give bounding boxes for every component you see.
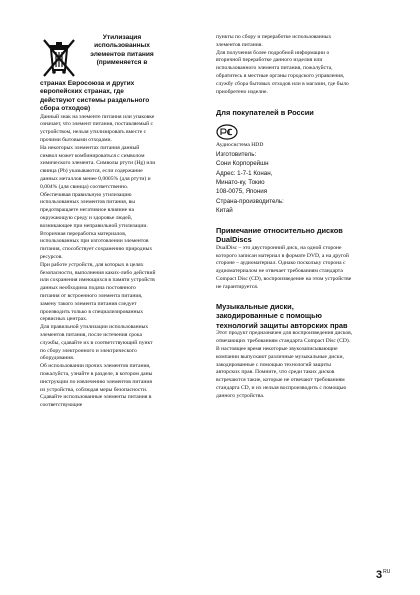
manufacturer-address-2: Минато-ку, Токио bbox=[216, 178, 265, 186]
pct-certification-icon bbox=[216, 124, 238, 140]
country-value: Китай bbox=[216, 207, 233, 215]
copy-protection-text: Этот продукт предназначен для воспроизведения дисков, отвечающих требованиям стандарта Compact Disc (CD). В настоящее время некоторые звукозаписывающие компании выпускают различные музыкальные диски, закодированные с помощью технологий защиты авторских прав. Помните, что среди таких дисков встречаются такие, которые не отвечают требованиям стандарта CD, и их нельзя воспроизводить с помощью данного устройства. bbox=[216, 330, 353, 399]
battery-disposal-title-cont: странах Евросоюза и других европейских странах, где действуют системы раздельного сбора отходов) bbox=[40, 80, 150, 113]
dualdisc-heading: Примечание относительно дисков DualDiscs bbox=[216, 225, 343, 245]
left-paragraph-1: Данный знак на элементе питания или упаковке означает, что элемент питания, поставляемый с устройством, нельзя утилизировать вместе с прочими бытовыми отходами. bbox=[40, 113, 155, 144]
left-column bbox=[40, 34, 156, 410]
copy-protection-heading: Музыкальные диски, закодированные с помощью технологий защиты авторских прав bbox=[216, 301, 348, 330]
info-text: Для получения более подробной информации о вторичной переработке данного изделия или использованного элемента питания, пожалуйста, обратитесь в местные органы городского управления, службу сбора бытовых отходов или в магазин, где было приобретено изделие. bbox=[216, 49, 349, 95]
country-label: Страна-производитель: bbox=[216, 197, 284, 205]
left-paragraph-6: Об использовании прочих элементов питания, пожалуйста, узнайте в разделе, в котором даны инструкции по извлечению элементов питания из устройства, соблюдая меры безопасности. Сдавайте использованные элементы питания в соответствующие bbox=[40, 363, 153, 409]
page-number bbox=[376, 569, 390, 581]
left-paragraph-4: При работе устройств, для которых в целях безопасности, выполнения каких-либо действий или сохранения имеющихся в памяти устройств данных необходима подача постоянного питания от встроенного элемента питания, замену такого элемента питания следует производить только в специализированных сервисных центрах. bbox=[40, 261, 156, 323]
battery-disposal-title: Утилизация использованных элементов питания (применяется в bbox=[90, 34, 154, 67]
manufacturer-address-1: Адрес: 1-7-1 Конан, bbox=[216, 169, 273, 177]
crossed-bin-icon bbox=[40, 36, 78, 80]
product-name: Аудиосистема HDD bbox=[216, 141, 264, 148]
dualdisc-text: DualDisc – это двусторонний диск, на одной стороне которого записан материал в формате DVD, а на другой стороне – аудиоматериал. Однако поскольку сторона с аудиоматериалом не отвечает требованиям стандарта Compact Disc (CD), воспроизведение на этом устройстве не гарантируется. bbox=[216, 244, 352, 290]
battery-disposal-header bbox=[40, 34, 156, 80]
page-number-value: 3 bbox=[376, 569, 383, 581]
left-paragraph-3: Обеспечивая правильную утилизацию использованных элементов питания, вы предотвращаете негативное влияние на окружающую среду и здоровье людей, возникающее при неправильной утилизации. Вторичная переработка материалов, использованных при изготовлении элементов питания, способствует сохранению природных ресурсов. bbox=[40, 191, 153, 260]
manufacturer-label: Изготовитель: bbox=[216, 150, 257, 158]
manufacturer-name: Сони Корпорейшн bbox=[216, 160, 269, 168]
recycling-text: пункты по сбору и переработке использованных элементов питания. bbox=[216, 34, 332, 48]
right-column bbox=[216, 34, 354, 401]
left-paragraph-2: На некоторых элементах питания данный символ может комбинироваться с символом химического элемента. Символы ртути (Hg) или свинца (Pb) указываются, если содержание данных металлов менее 0,0005% (для ртути) и 0,004% (для свинца) соответственно. bbox=[40, 144, 156, 190]
page-language-code: RU bbox=[383, 569, 391, 575]
russia-heading: Для покупателей в России bbox=[216, 108, 314, 118]
manufacturer-address-3: 108-0075, Япония bbox=[216, 188, 268, 196]
left-paragraph-5: Для правильной утилизации использованных элементов питания, после истечения срока службы, сдавайте их в соответствующий пункт по сбору электронного и электрического оборудования. bbox=[40, 324, 153, 362]
